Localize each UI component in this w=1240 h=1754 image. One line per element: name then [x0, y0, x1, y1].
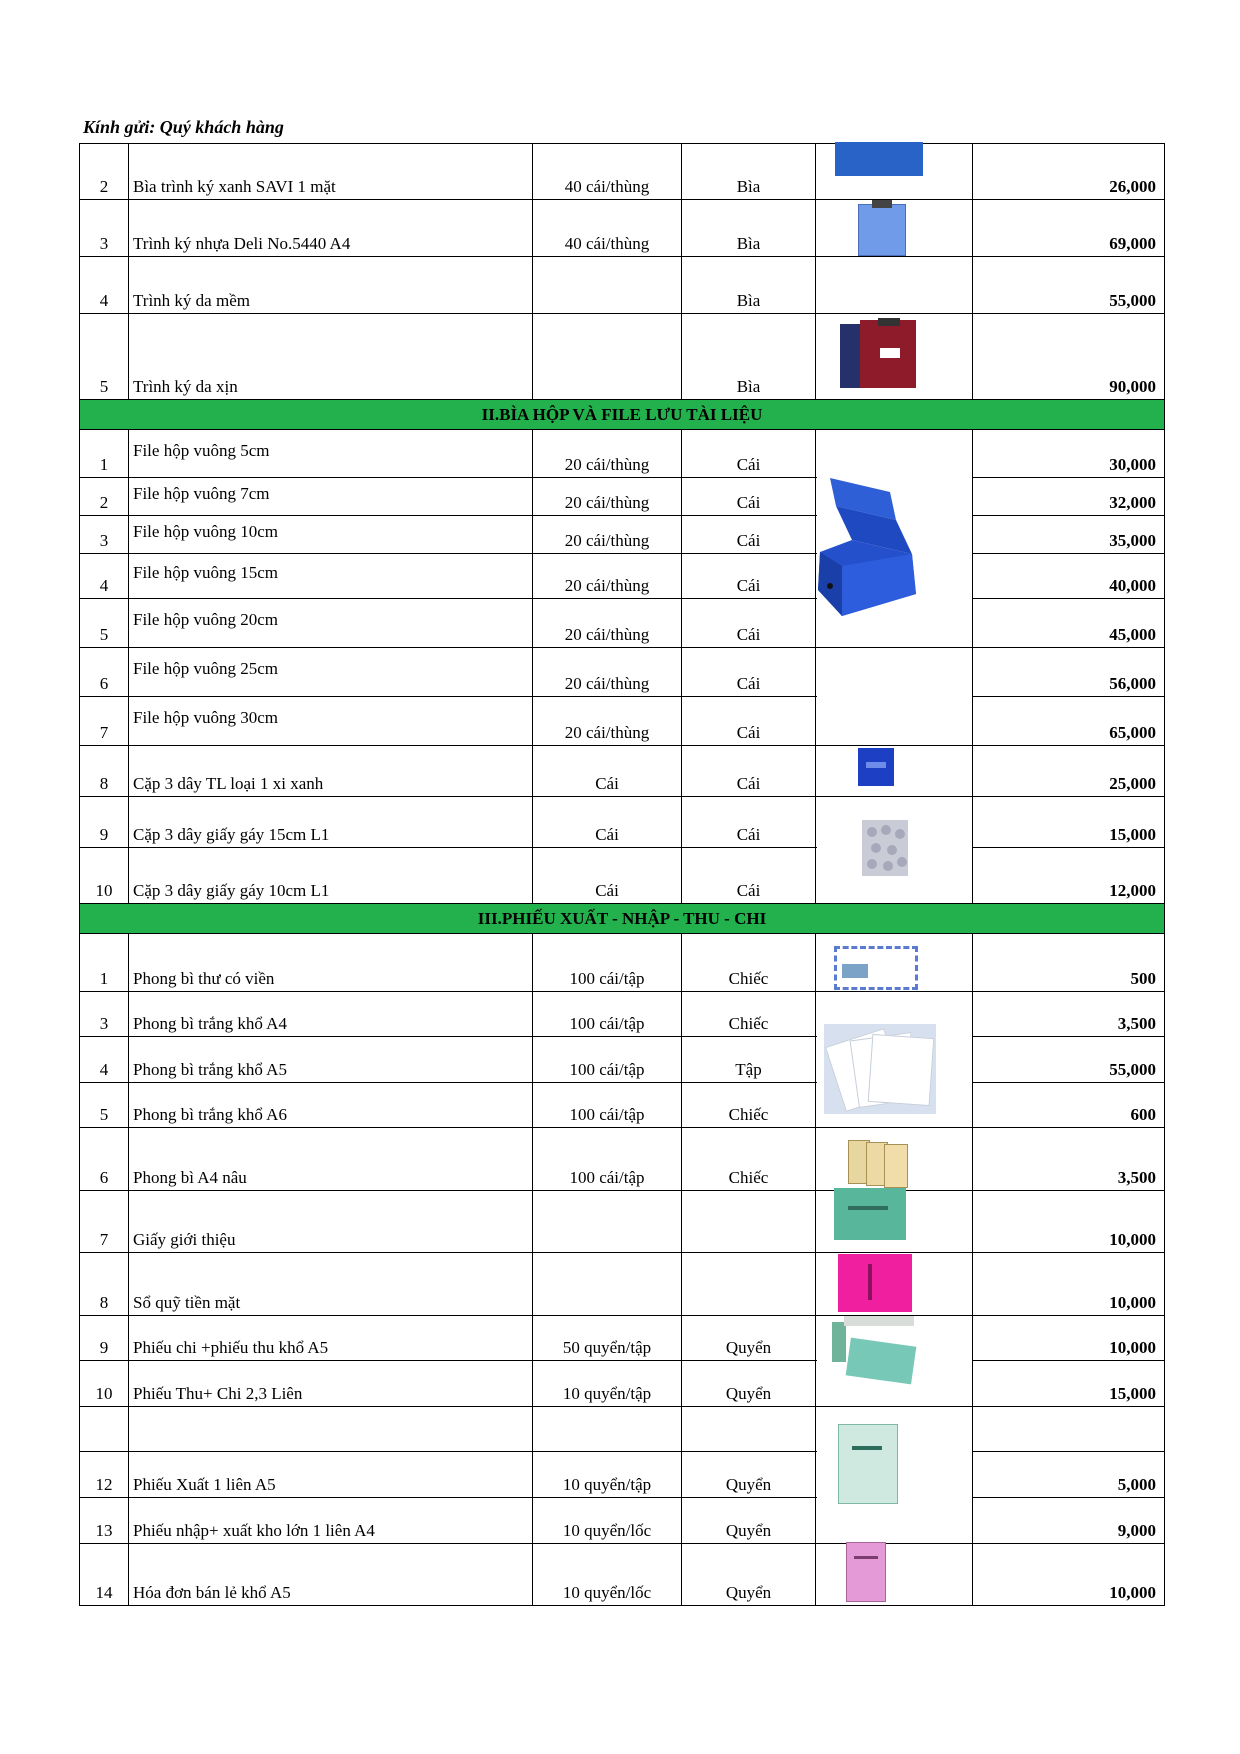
unit: Cái — [681, 697, 815, 745]
unit-price: 3,500 — [1117, 1014, 1156, 1033]
row-number: 10 — [95, 1384, 113, 1403]
row-number: 7 — [99, 723, 109, 742]
white-envelopes-image — [824, 1024, 936, 1114]
group-vouchers — [79, 934, 1165, 1606]
brown-envelopes-image — [848, 1140, 910, 1188]
row-number — [80, 1407, 128, 1451]
row-number: 3 — [99, 234, 109, 253]
export-slip-book-image — [838, 1424, 898, 1504]
unit — [681, 1253, 815, 1315]
product-name: Phiếu nhập+ xuất kho lớn 1 liên A4 — [128, 1498, 532, 1543]
row-number: 1 — [99, 969, 109, 988]
table-row — [79, 697, 1165, 746]
unit: Cái — [681, 516, 815, 553]
unit-price: 9,000 — [1117, 1521, 1156, 1540]
packing: 20 cái/thùng — [532, 697, 681, 745]
unit: Bìa — [681, 314, 815, 399]
unit-price: 15,000 — [1109, 1384, 1156, 1403]
leather-clipboard-image — [840, 318, 924, 390]
row-number: 2 — [99, 493, 109, 512]
packing: 20 cái/thùng — [532, 478, 681, 515]
unit-price: 3,500 — [1117, 1168, 1156, 1187]
packing: 10 quyển/tập — [532, 1452, 681, 1497]
table-row — [79, 200, 1165, 257]
packing: 50 quyển/tập — [532, 1316, 681, 1360]
packing — [532, 1253, 681, 1315]
product-name: File hộp vuông 5cm — [128, 430, 532, 477]
product-name: Phong bì trắng khổ A5 — [128, 1037, 532, 1082]
packing: 20 cái/thùng — [532, 554, 681, 598]
table-row — [79, 143, 1165, 200]
product-name: Phong bì A4 nâu — [128, 1128, 532, 1190]
packing: Cái — [532, 746, 681, 796]
unit-price: 5,000 — [1117, 1475, 1156, 1494]
table-row — [79, 648, 1165, 697]
unit-price: 10,000 — [1109, 1338, 1156, 1357]
packing: 20 cái/thùng — [532, 430, 681, 477]
unit: Quyển — [681, 1452, 815, 1497]
product-name: Phiếu Thu+ Chi 2,3 Liên — [128, 1361, 532, 1406]
bordered-envelope-image — [834, 946, 918, 990]
table-row — [79, 797, 1165, 848]
product-image-cell — [815, 697, 973, 745]
packing: 100 cái/tập — [532, 992, 681, 1036]
receipt-books-image — [832, 1316, 918, 1382]
packing — [532, 314, 681, 399]
product-name: File hộp vuông 10cm — [128, 516, 532, 553]
unit: Quyển — [681, 1361, 815, 1406]
table-row — [79, 478, 1165, 516]
unit: Chiếc — [681, 1083, 815, 1127]
packing: 100 cái/tập — [532, 1037, 681, 1082]
packing: 20 cái/thùng — [532, 599, 681, 647]
table-row — [79, 257, 1165, 314]
group-clipboards — [79, 143, 1165, 400]
row-number: 5 — [99, 625, 109, 644]
table-row — [79, 430, 1165, 478]
unit: Cái — [681, 430, 815, 477]
unit-price: 56,000 — [1109, 674, 1156, 693]
product-name: File hộp vuông 20cm — [128, 599, 532, 647]
unit: Cái — [681, 554, 815, 598]
row-number: 8 — [99, 1293, 109, 1312]
product-image-cell — [815, 746, 973, 796]
unit-price: 10,000 — [1109, 1230, 1156, 1249]
unit-price: 30,000 — [1109, 455, 1156, 474]
packing — [532, 1407, 681, 1451]
packing: 10 quyển/tập — [532, 1361, 681, 1406]
row-number: 5 — [99, 1105, 109, 1124]
product-image-cell — [815, 1544, 973, 1605]
product-name: Cặp 3 dây giấy gáy 10cm L1 — [128, 848, 532, 903]
row-number: 12 — [95, 1475, 113, 1494]
product-name: Sổ quỹ tiền mặt — [128, 1253, 532, 1315]
table-row — [79, 1544, 1165, 1606]
packing: 40 cái/thùng — [532, 144, 681, 199]
product-name: Trình ký da mềm — [128, 257, 532, 313]
unit-price: 45,000 — [1109, 625, 1156, 644]
unit: Chiếc — [681, 1128, 815, 1190]
unit-price: 12,000 — [1109, 881, 1156, 900]
unit: Cái — [681, 797, 815, 847]
packing: Cái — [532, 848, 681, 903]
product-name: Phong bì trắng khổ A6 — [128, 1083, 532, 1127]
packing: 100 cái/tập — [532, 934, 681, 991]
unit: Quyển — [681, 1316, 815, 1360]
unit-price: 40,000 — [1109, 576, 1156, 595]
product-name: Giấy giới thiệu — [128, 1191, 532, 1252]
file-box-image — [812, 470, 922, 620]
unit: Quyển — [681, 1498, 815, 1543]
product-name: Phiếu Xuất 1 liên A5 — [128, 1452, 532, 1497]
row-number: 3 — [99, 531, 109, 550]
packing: 20 cái/thùng — [532, 648, 681, 696]
unit: Bìa — [681, 144, 815, 199]
table-row — [79, 516, 1165, 554]
product-name: Trình ký nhựa Deli No.5440 A4 — [128, 200, 532, 256]
row-number: 6 — [99, 1168, 109, 1187]
table-row — [79, 934, 1165, 992]
blue-string-folder-image — [858, 748, 894, 786]
paper-string-folder-image — [862, 816, 908, 878]
table-row — [79, 1452, 1165, 1498]
unit-price: 500 — [1130, 969, 1156, 988]
product-name: Cặp 3 dây TL loại 1 xi xanh — [128, 746, 532, 796]
table-row — [79, 599, 1165, 648]
table-row — [79, 1498, 1165, 1544]
unit: Tập — [681, 1037, 815, 1082]
product-name — [128, 1407, 532, 1451]
row-number: 7 — [99, 1230, 109, 1249]
plastic-clipboard-image — [858, 200, 906, 256]
unit: Chiếc — [681, 934, 815, 991]
unit — [681, 1191, 815, 1252]
unit-price: 10,000 — [1109, 1583, 1156, 1602]
packing — [532, 1191, 681, 1252]
packing: 100 cái/tập — [532, 1083, 681, 1127]
unit-price: 65,000 — [1109, 723, 1156, 742]
table-row — [79, 1316, 1165, 1361]
product-name: Hóa đơn bán lẻ khổ A5 — [128, 1544, 532, 1605]
row-number: 1 — [99, 455, 109, 474]
unit-price: 32,000 — [1109, 493, 1156, 512]
unit-price: 69,000 — [1109, 234, 1156, 253]
unit: Quyển — [681, 1544, 815, 1605]
table-row — [79, 746, 1165, 797]
product-name: Phong bì trắng khổ A4 — [128, 992, 532, 1036]
product-name: Cặp 3 dây giấy gáy 15cm L1 — [128, 797, 532, 847]
cash-book-image — [838, 1254, 912, 1312]
table-row — [79, 1361, 1165, 1407]
unit-price: 90,000 — [1109, 377, 1156, 396]
group-file-boxes — [79, 430, 1165, 904]
product-name: File hộp vuông 25cm — [128, 648, 532, 696]
unit: Cái — [681, 848, 815, 903]
row-number: 6 — [99, 674, 109, 693]
row-number: 4 — [99, 291, 109, 310]
unit-price: 35,000 — [1109, 531, 1156, 550]
unit: Bìa — [681, 257, 815, 313]
product-name: File hộp vuông 30cm — [128, 697, 532, 745]
merged-cell-mask — [817, 695, 972, 698]
table-row — [79, 314, 1165, 400]
row-number: 8 — [99, 774, 109, 793]
product-name: Bìa trình ký xanh SAVI 1 mặt — [128, 144, 532, 199]
retail-invoice-image — [846, 1542, 886, 1602]
row-number: 3 — [99, 1014, 109, 1033]
section-header-vouchers: III.PHIẾU XUẤT - NHẬP - THU - CHI — [79, 904, 1165, 934]
product-name: Phiếu chi +phiếu thu khổ A5 — [128, 1316, 532, 1360]
unit: Cái — [681, 599, 815, 647]
table-row — [79, 1407, 1165, 1452]
unit-price: 25,000 — [1109, 774, 1156, 793]
product-image-cell — [815, 257, 973, 313]
unit-price: 600 — [1130, 1105, 1156, 1124]
row-number: 13 — [95, 1521, 113, 1540]
packing — [532, 257, 681, 313]
row-number: 14 — [95, 1583, 113, 1602]
row-number: 5 — [99, 377, 109, 396]
table-row — [79, 554, 1165, 599]
product-name: File hộp vuông 7cm — [128, 478, 532, 515]
product-name: Trình ký da xịn — [128, 314, 532, 399]
product-name: Phong bì thư có viền — [128, 934, 532, 991]
unit: Chiếc — [681, 992, 815, 1036]
row-number: 4 — [99, 1060, 109, 1079]
table-row — [79, 1191, 1165, 1253]
packing: 100 cái/tập — [532, 1128, 681, 1190]
table-row — [79, 1128, 1165, 1191]
packing: 10 quyển/lốc — [532, 1498, 681, 1543]
row-number: 10 — [95, 881, 113, 900]
row-number: 2 — [99, 177, 109, 196]
section-header-file-boxes: II.BÌA HỘP VÀ FILE LƯU TÀI LIỆU — [79, 400, 1165, 430]
unit — [681, 1407, 815, 1451]
unit-price: 10,000 — [1109, 1293, 1156, 1312]
row-number: 4 — [99, 576, 109, 595]
unit: Cái — [681, 746, 815, 796]
blue-clipboard-image — [835, 142, 923, 178]
table-row — [79, 1083, 1165, 1128]
product-name: File hộp vuông 15cm — [128, 554, 532, 598]
unit-price: 55,000 — [1109, 291, 1156, 310]
packing: Cái — [532, 797, 681, 847]
packing: 10 quyển/lốc — [532, 1544, 681, 1605]
packing: 40 cái/thùng — [532, 200, 681, 256]
table-row — [79, 992, 1165, 1037]
row-number: 9 — [99, 825, 109, 844]
product-image-cell — [815, 1498, 973, 1543]
table-row — [79, 848, 1165, 904]
row-number: 9 — [99, 1338, 109, 1357]
packing: 20 cái/thùng — [532, 516, 681, 553]
unit-price: 15,000 — [1109, 825, 1156, 844]
table-row — [79, 1037, 1165, 1083]
introduction-paper-image — [834, 1188, 906, 1240]
unit-price: 26,000 — [1109, 177, 1156, 196]
unit: Bìa — [681, 200, 815, 256]
unit: Cái — [681, 478, 815, 515]
unit-price — [973, 1407, 1164, 1451]
product-image-cell — [815, 648, 973, 696]
greeting: Kính gửi: Quý khách hàng — [83, 117, 284, 137]
price-table — [79, 143, 1165, 1606]
table-row — [79, 1253, 1165, 1316]
unit-price: 55,000 — [1109, 1060, 1156, 1079]
unit: Cái — [681, 648, 815, 696]
